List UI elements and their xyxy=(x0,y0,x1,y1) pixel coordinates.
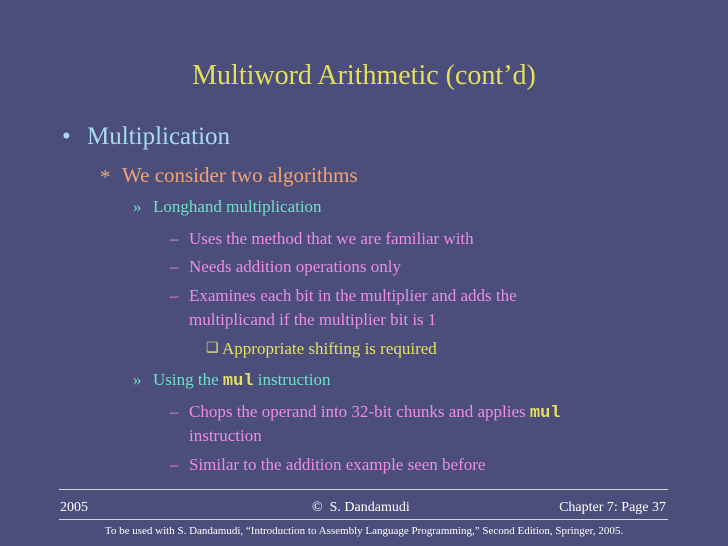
slide-title: Multiword Arithmetic (cont’d) xyxy=(192,60,536,91)
mul-item-2: Similar to the addition example seen before xyxy=(189,455,486,474)
footer-credit: To be used with S. Dandamudi, “Introduction to Assembly Language Programming,” Second Edition, Springer, 2005. xyxy=(104,525,624,537)
footer-page: Chapter 7: Page 37 xyxy=(559,500,666,515)
footer-rule-bottom xyxy=(59,519,668,520)
dash-bullet: – xyxy=(170,229,179,248)
longhand-item-3-line1: Examines each bit in the multiplier and adds the xyxy=(189,286,517,305)
shifting-note: Appropriate shifting is required xyxy=(222,339,437,358)
bullet-two-algorithms: We consider two algorithms xyxy=(122,163,358,187)
checkbox-bullet-icon: ❑ xyxy=(206,341,219,356)
footer-rule-top xyxy=(59,489,668,490)
dash-bullet: – xyxy=(170,402,179,421)
dash-bullet: – xyxy=(170,286,179,305)
bullet-asterisk: * xyxy=(100,165,111,189)
longhand-heading: Longhand multiplication xyxy=(153,197,322,216)
dash-bullet: – xyxy=(170,257,179,276)
mul-item-1-line1: Chops the operand into 32-bit chunks and applies mul xyxy=(189,402,561,423)
longhand-item-3-line2: multiplicand if the multiplier bit is 1 xyxy=(189,310,437,329)
mul-heading: Using the mul instruction xyxy=(153,370,331,391)
mul-instr-code: mul xyxy=(529,404,561,423)
longhand-item-1: Uses the method that we are familiar with xyxy=(189,229,474,248)
footer-year: 2005 xyxy=(60,500,88,515)
bullet-raquo: » xyxy=(133,370,142,389)
dash-bullet: – xyxy=(170,455,179,474)
bullet-raquo: » xyxy=(133,197,142,216)
mul-item-1-line2: instruction xyxy=(189,426,262,445)
footer-author: © S. Dandamudi xyxy=(312,500,410,515)
mul-instr-code: mul xyxy=(222,372,254,391)
copyright-icon: © xyxy=(312,500,323,515)
longhand-item-2: Needs addition operations only xyxy=(189,257,401,276)
bullet-multiplication: Multiplication xyxy=(87,123,231,150)
bullet-dot: • xyxy=(62,123,71,150)
